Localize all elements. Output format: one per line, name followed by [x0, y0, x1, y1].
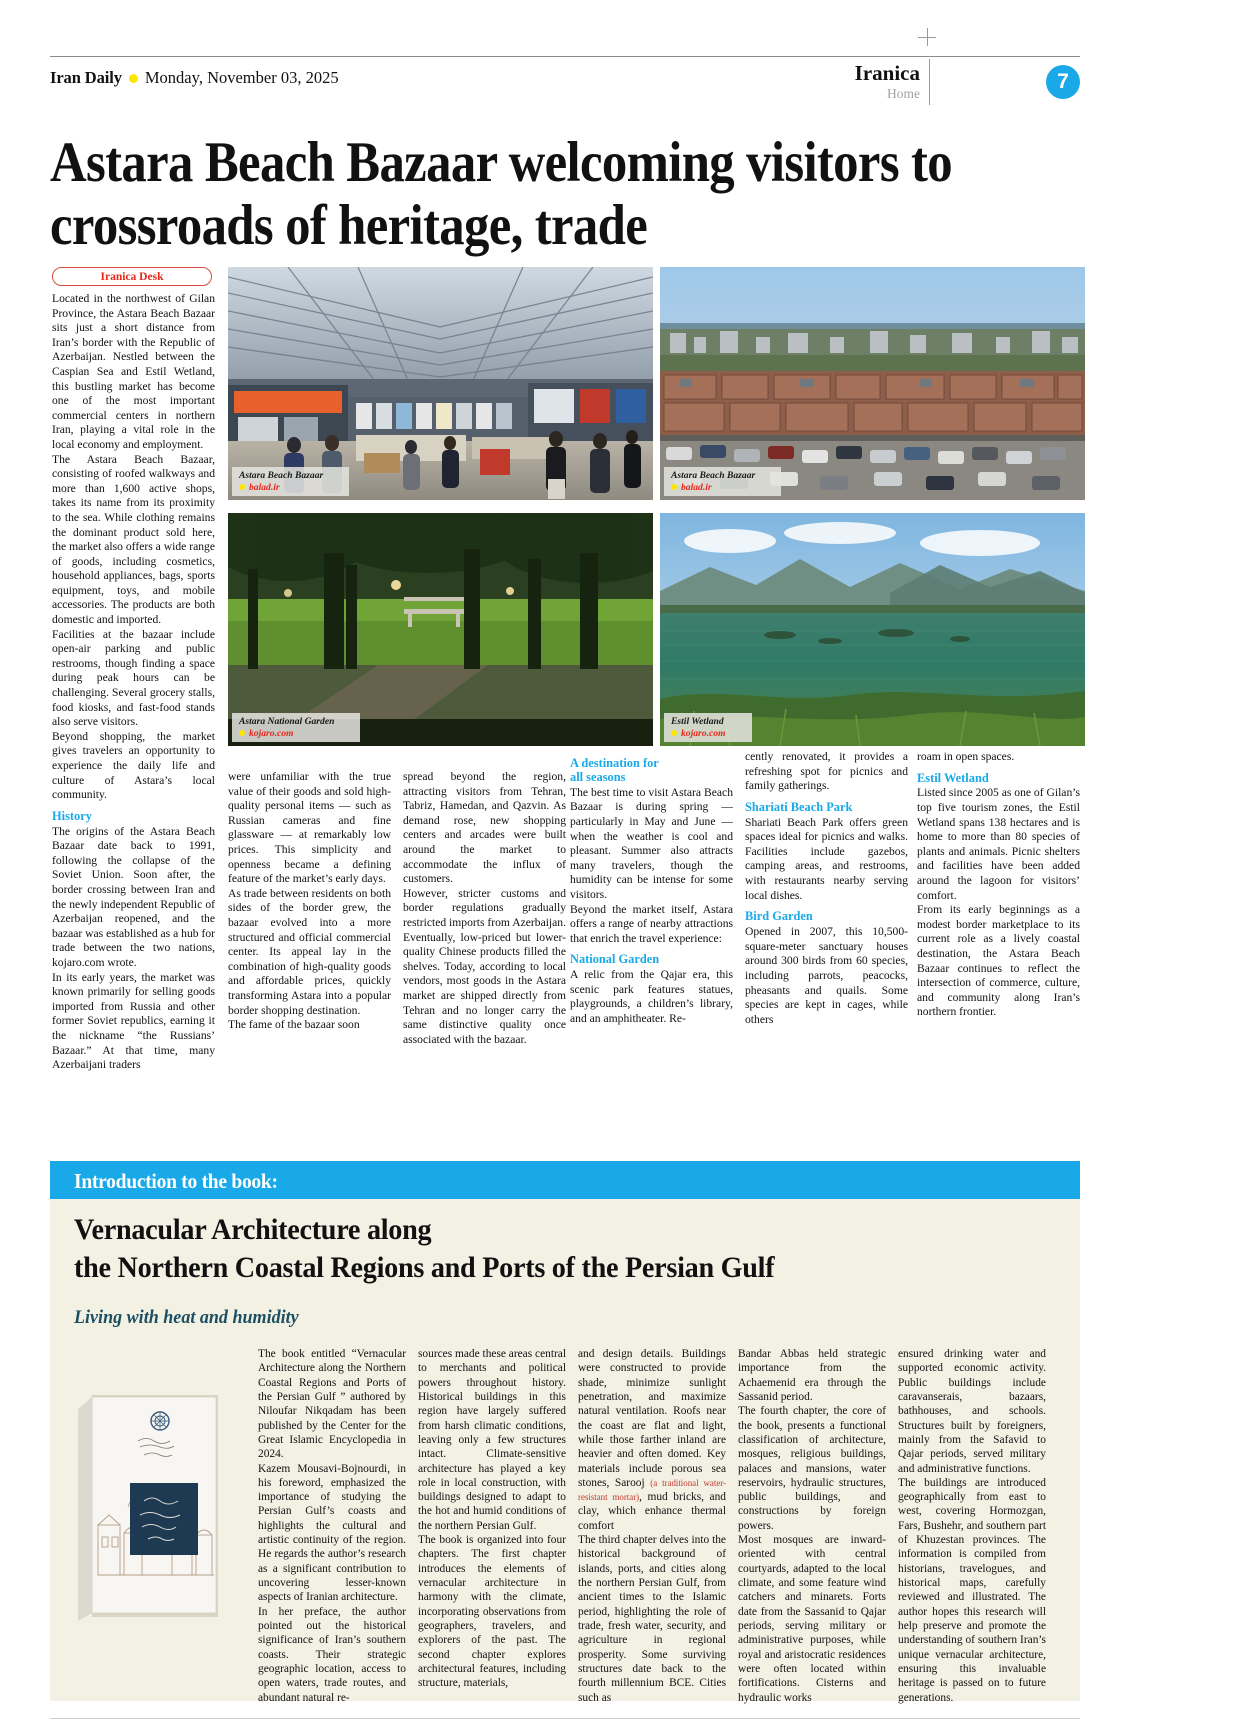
page-number-badge: 7	[1046, 65, 1080, 99]
body-paragraph: The Astara Beach Bazaar, consisting of roofed walkways and more than 1,600 active shops, takes its name from its proximity to the sea. While clothing remains the dominant product sold here, the market also offers a wide range of goods, including cosmetics, household appliances, bags, sports equipment, toys, and mobile accessories. The products are both domestic and imported.	[52, 452, 215, 627]
book-banner	[50, 1161, 1080, 1199]
masthead-divider	[929, 59, 930, 105]
photo-caption	[664, 713, 752, 742]
body-paragraph: The fourth chapter, the core of the book, presents a functional classification of architecture, mosques, religious buildings, palaces and mansions, water reservoirs, hydraulic structures, public buildings, and constructions by foreign powers.	[738, 1405, 886, 1532]
body-paragraph: Beyond shopping, the market gives travelers an opportunity to experience the daily life and culture of Astara’s local community.	[52, 729, 215, 802]
caption-dot-icon	[671, 484, 677, 490]
caption-title: Astara National Garden	[239, 716, 335, 728]
section-heading: National Garden	[570, 952, 660, 967]
masthead-left	[50, 68, 339, 88]
book-column-5	[898, 1347, 1046, 1705]
caption-source	[671, 482, 755, 493]
body-paragraph: Facilities at the bazaar include open-air parking and public restrooms, though finding a space during peak hours can be challenging. Several grocery stalls, food kiosks, and fast-food stands also serve visitors.	[52, 627, 215, 729]
book-title-line-1: Vernacular Architecture along	[74, 1213, 432, 1246]
caption-dot-icon	[671, 730, 677, 736]
book-cover-image	[72, 1375, 237, 1625]
caption-source-text: balad.ir	[249, 481, 280, 493]
wetland-illustration	[660, 513, 1085, 746]
book-column-2	[418, 1347, 566, 1691]
issue-date: Monday, November 03, 2025	[144, 68, 339, 87]
body-paragraph: sources made these areas central to merchants and political powers throughout history. Historical buildings in this region have largely suffered from harsh climatic conditions, leaving only a few structures intact. Climate-sensitive architecture has played a key role in local construction, with buildings designed to adapt to the hot and humid conditions of the northern Persian Gulf.	[418, 1348, 567, 1532]
body-paragraph: Bandar Abbas held strategic importance from the Achaemenid era through the Sassanid period.	[738, 1348, 886, 1403]
book-column-4	[738, 1347, 886, 1705]
section-label	[855, 62, 920, 101]
book-column-1	[258, 1347, 406, 1705]
caption-source-text: kojaro.com	[681, 727, 726, 739]
section-heading: Shariati Beach Park	[745, 799, 853, 814]
body-paragraph: The best time to visit Astara Beach Bazaar is during spring — particularly in May and June —when the weather is cool and pleasant. Summer also attracts many travelers, though the humidity can be intense for some visitors.	[570, 785, 733, 901]
book-column-3	[578, 1347, 726, 1705]
body-paragraph: cently renovated, it provides a refreshing spot for picnics and family gatherings.	[745, 750, 908, 793]
crop-mark	[918, 28, 937, 47]
body-paragraph: The fame of the bazaar soon	[228, 1018, 360, 1032]
article-column-3	[570, 750, 733, 1027]
body-paragraph: From its early beginnings as a modest border marketplace to its current role as a lively coastal destination, the Astara Beach Bazaar continues to reflect the intersection of commerce, culture, and community along Iran’s northern frontier.	[917, 903, 1080, 1019]
body-paragraph: The book is organized into four chapters. The first chapter introduces the elements of vernacular architecture in harmony with the climate, incorporating observations from geographers, travelers, and explorers of the past. The second chapter explores architectural features, including structure, materials,	[418, 1534, 566, 1690]
section-subtitle: Home	[887, 85, 920, 101]
book-subtitle: Living with heat and humidity	[74, 1307, 299, 1328]
book-introduction-section	[50, 1161, 1080, 1704]
body-paragraph: The origins of the Astara Beach Bazaar date back to 1991, following the collapse of the Soviet Union. Soon after, the border crossing between Iran and the newly independent Republic of Azerbaijan reopened, and the bazaar was established as a hub for trade between the two nations, kojaro.com wrote.	[52, 824, 215, 970]
body-paragraph: In her preface, the author pointed out the historical significance of Iran’s southern coasts. Their strategic geographic location, access to open waters, trade routes, and abundant natural re-	[258, 1605, 406, 1704]
body-paragraph: were unfamiliar with the true value of their goods and sold high-quality personal items — such as Russian cameras and fine glassware — at remarkably low prices. This simplicity and openness became a defining feature of the market’s early days.	[228, 770, 391, 886]
bazaar-interior-photo	[228, 267, 653, 500]
body-paragraph: In its early years, the market was known primarily for selling goods imported from Russia and other former Soviet republics, earning it the nickname “the Russians’ Bazaar.” At that time, many Azerbaijani traders	[52, 970, 215, 1072]
caption-source	[239, 482, 323, 493]
section-heading: Estil Wetland	[917, 770, 989, 785]
section-heading: History	[52, 808, 92, 823]
section-title: Iranica	[854, 61, 920, 85]
body-paragraph: Opened in 2007, this 10,500-square-meter sanctuary houses around 300 birds from 60 species, including parrots, peacocks, pheasants and quails. Some species are kept in cages, while others	[745, 925, 908, 1026]
caption-dot-icon	[239, 484, 245, 490]
masthead	[50, 56, 1080, 112]
photo-caption	[232, 713, 360, 742]
body-paragraph: Most mosques are inward-oriented with central courtyards, adapted to the local climate, and some feature wind catchers and minarets. Forts date from the Sassanid to Qajar periods, serving military or administrative purposes, while royal and aristocratic residences were often located within fortifications. Cisterns and hydraulic works	[738, 1534, 886, 1704]
paper-name: Iran Daily	[50, 68, 122, 87]
body-paragraph: ensured drinking water and supported economic activity. Public buildings include caravanserais, bazaars, bathhouses, and schools. Structures built by foreigners, mainly from the Safavid to Qajar periods, served military and administrative functions.	[898, 1348, 1046, 1475]
intro-column	[52, 292, 215, 1073]
book-title-line-2: the Northern Coastal Regions and Ports of the Persian Gulf	[74, 1250, 775, 1284]
caption-source-text: kojaro.com	[249, 727, 294, 739]
page-title: Astara Beach Bazaar welcoming visitors to crossroads of heritage, trade	[50, 131, 953, 257]
body-paragraph: Located in the northwest of Gilan Province, the Astara Beach Bazaar sits just a short distance from Iran’s border with the Republic of Azerbaijan. Nestled between the Caspian Sea and Estil Wetland, this bustling market has become one of the most important commercial centers in northern Iran, playing a vital role in the local economy and employment.	[52, 292, 215, 451]
caption-title: Astara Beach Bazaar	[671, 470, 756, 482]
national-garden-photo	[228, 513, 653, 746]
article-column-2	[403, 770, 566, 1047]
inline-translation-note: (a traditional water-resistant mortar)	[578, 1477, 726, 1503]
book-banner-label: Introduction to the book:	[74, 1169, 278, 1193]
section-heading: Bird Garden	[745, 909, 813, 924]
desk-badge: Iranica Desk	[52, 267, 212, 286]
astara-aerial-photo	[660, 267, 1085, 500]
caption-title: Estil Wetland	[671, 716, 724, 728]
caption-source	[239, 728, 334, 739]
caption-source-text: balad.ir	[681, 481, 712, 493]
body-paragraph: As trade between residents on both sides of the border grew, the bazaar evolved into a more structured and official commercial center. Its appeal lay in the combination of high-quality goods and affordable prices, quickly transforming Astara into a popular border shopping destination.	[228, 886, 391, 1017]
body-paragraph: Kazem Mousavi-Bojnourdi, in his foreword, emphasized the importance of studying the Persian Gulf’s coasts and highlights the cultural and artistic continuity of the region. He regards the author’s research as a significant contribution to uncovering lesser-known aspects of Iranian architecture.	[258, 1462, 406, 1604]
caption-source	[671, 728, 726, 739]
bazaar-interior-illustration	[228, 267, 653, 500]
article-column-1	[228, 770, 391, 1033]
body-paragraph: Shariati Beach Park offers green spaces ideal for picnics and walks. Facilities include gazebos, camping areas, and restrooms, with restaurants nearby serving local dishes.	[745, 815, 908, 902]
estil-wetland-photo	[660, 513, 1085, 746]
article-column-5	[917, 750, 1080, 1020]
section-heading: A destination for all seasons	[570, 756, 659, 784]
book-cover-illustration	[72, 1375, 237, 1625]
photo-caption	[232, 467, 349, 496]
body-paragraph: roam in open spaces.	[917, 750, 1015, 763]
body-paragraph: Listed since 2005 as one of Gilan’s top five tourism zones, the Estil Wetland spans 138 hectares and is home to more than 80 species of plants and animals. Picnic shelters and facilities have been added around the lagoon for visitors’ comfort.	[917, 786, 1080, 902]
caption-dot-icon	[239, 730, 245, 736]
body-paragraph: and design details. Buildings were constructed to provide shade, minimize sunlight penetration, and maximize natural ventilation. Roofs near the coast are flat and light, while those farther inland are heavier and often domed. Key materials include porous sea stones, Sarooj (a traditional water-resistant mortar), mud bricks, and clay, which enhance thermal comfort	[578, 1348, 726, 1532]
body-paragraph: Beyond the market itself, Astara offers a range of nearby attractions that enrich the travel experience:	[570, 902, 733, 945]
caption-title: Astara Beach Bazaar	[239, 470, 324, 482]
body-paragraph: However, stricter customs and border regulations gradually restricted imports from Azerbaijan. Eventually, low-priced but lower-quality Chinese products filled the shelves. Today, according to local vendors, most goods in the Astara market are shipped directly from Tehran and no longer carry the same distinctive quality once associated with the bazaar.	[403, 886, 566, 1046]
aerial-illustration	[660, 267, 1085, 500]
body-paragraph: The buildings are introduced geographically from east to west, covering Hormozgan, Fars, Bushehr, and southern part of Khuzestan provinces. The information is compiled from historians, travelogues, and historical maps, carefully reviewed and illustrated. The author hopes this research will help preserve and promote the understanding of southern Iran’s unique vernacular architecture, ensuring this invaluable heritage is passed on to future generations.	[898, 1476, 1046, 1704]
garden-illustration	[228, 513, 653, 746]
bullet-dot-icon	[129, 74, 138, 83]
article-column-4	[745, 750, 908, 1027]
photo-caption	[664, 467, 781, 496]
page-bottom-rule	[50, 1718, 1080, 1719]
body-paragraph: A relic from the Qajar era, this scenic park features statues, playgrounds, a children’s library, and an amphitheater. Re-	[570, 968, 733, 1025]
body-paragraph: The book entitled “Vernacular Architecture along the Northern Coastal Regions and Ports of the Persian Gulf ” authored by Niloufar Nikqadam has been published by the Center for the Great Islamic Encyclopedia in 2024.	[258, 1348, 406, 1461]
book-title	[74, 1211, 976, 1287]
body-paragraph: The third chapter delves into the historical background of islands, ports, and cities along the northern Persian Gulf, from ancient times to the Islamic period, highlighting the role of trade, fresh water, security, and agriculture in regional prosperity. Some surviving structures date back to the fourth millennium BCE. Cities such as	[578, 1534, 726, 1704]
body-paragraph: spread beyond the region, attracting visitors from Tehran, Tabriz, Hamedan, and Qazvin. As demand rose, new shopping centers and arcades were built around the market to accommodate the influx of customers.	[403, 770, 566, 886]
